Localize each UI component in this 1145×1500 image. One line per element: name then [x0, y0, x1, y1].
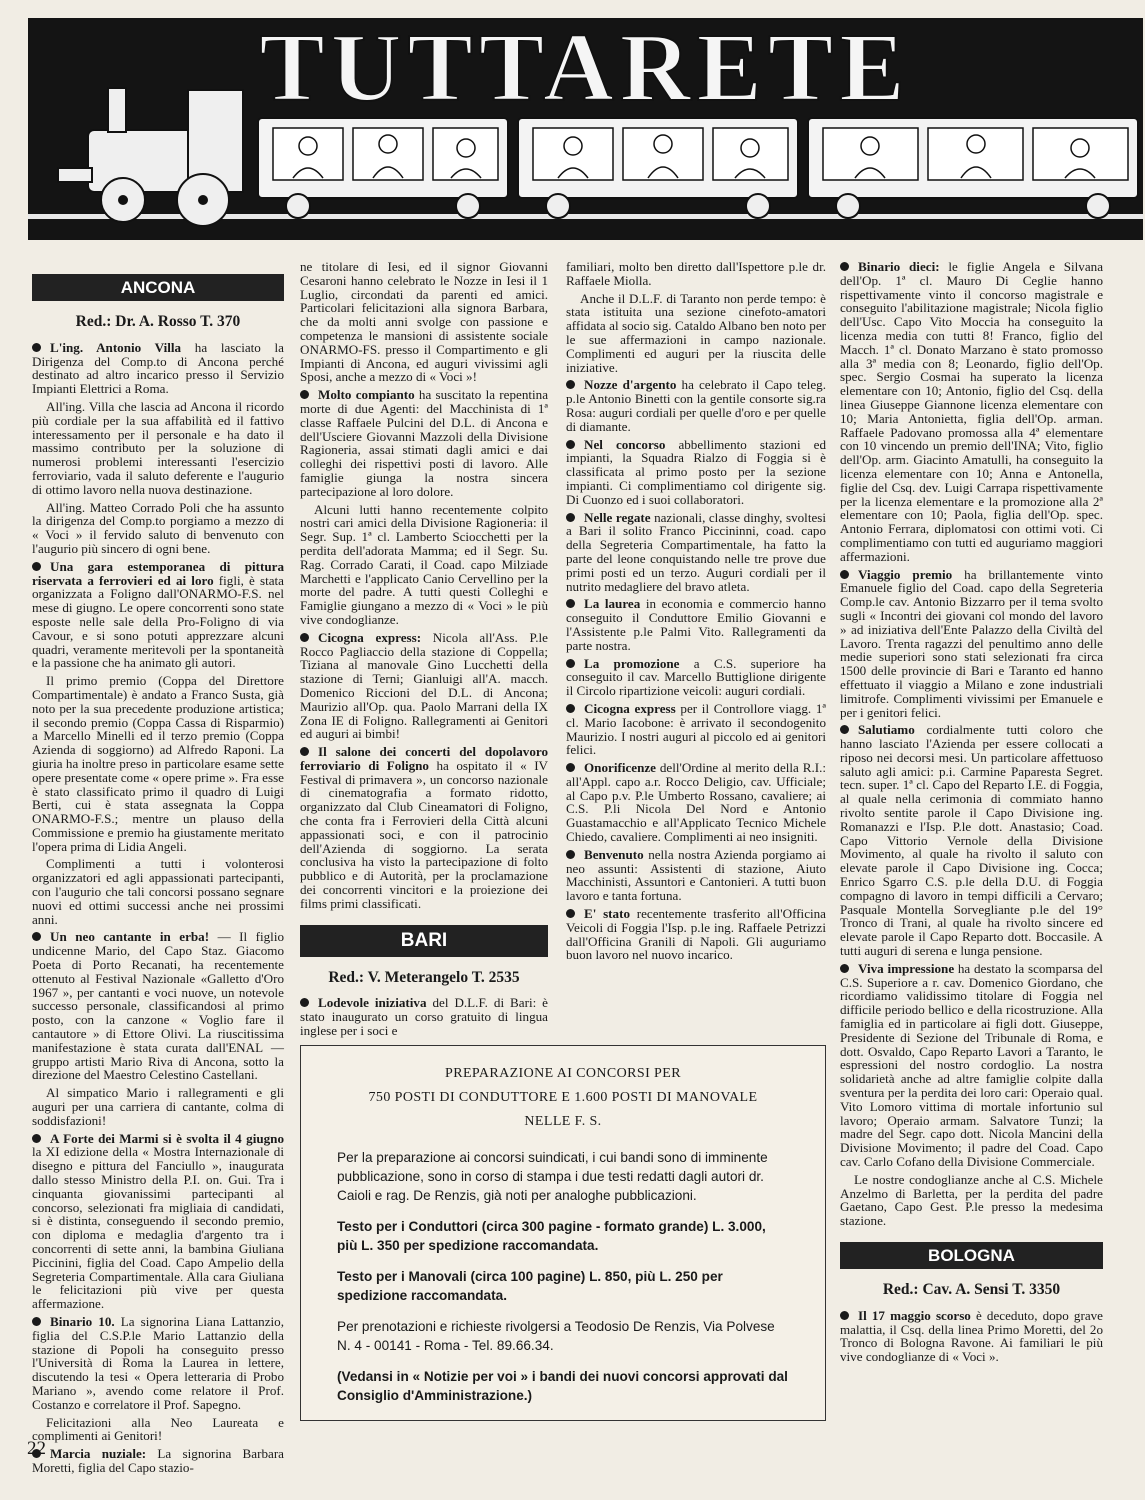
article-paragraph: Salutiamo cordialmente tutti coloro che hanno lasciato l'Azienda per essere collocati a riposo nei decorsi mesi. Un particolare affettuoso saluto agli amici: p.i. Carmine Paparesta Segret. tecn. super. 1ª cl. Capo del Reparto I.E. di Foggia, al quale nella cerimonia di commiato hanno rivolto sentite parole il Capo Divisione ing. Romanazzi e l'Isp. P.le dott. Anastasio; Coad. Capo Vittorio Vernole della Divisione Movimento, al quale ha rivolto il saluto con elevate parole il Capo Divisione ing. Cocca; Enrico Sgarro C.S. p.le della D.U. di Foggia compagno di lavoro in tempi difficili a Cervaro; Pasquale Montella Sorvegliante p.le del 19° Tronco di Trani, al quale ha rivolto sincere ed elevate parole il Capo Reparto dott. Boccasile. A tutti auguri di serena e lunga pensione. [840, 722, 1103, 959]
bullet-icon [840, 964, 849, 973]
article-paragraph: Il salone dei concerti del dopolavoro ferroviario di Foligno ha ospitato il « IV Festival di primavera », un concorso nazionale di cinematografia a formato ridotto, organizzato dal Club Cineamatori di Foligno, che conta fra i Ferrovieri della Città alcuni appassionati soci, e con il patrocinio dell'Azienda di soggiorno. La serata conclusiva ha visto la partecipazione di folto pubblico e di Autorità, per la proclamazione dei concorrenti vincitori e la proiezione dei films primi classificati. [300, 744, 549, 911]
bullet-icon [32, 932, 41, 941]
ad-paragraph: Testo per i Conduttori (circa 300 pagine - formato grande) L. 3.000, più L. 350 per spedizione raccomandata. [337, 1219, 766, 1253]
article-paragraph: All'ing. Matteo Corrado Poli che ha assunto la dirigenza del Comp.to porgiamo a mezzo di « Voci » il fervido saluto di benvenuto con l'augurio più sincero di ogni bene. [32, 499, 284, 556]
advertisement-box [300, 1045, 826, 1421]
article-paragraph: Le nostre condoglianze anche al C.S. Michele Anzelmo di Barletta, per la perdita del padre Gaetano, Capo Gest. P.le presso la medesima stazione. [840, 1171, 1103, 1229]
article-paragraph: Binario dieci: le figlie Angela e Silvana dell'Op. 1ª cl. Mauro Di Ceglie hanno rispettivamente vinto il concorso magistrale e conseguito l'abilitazione magistrale; Nicola figlio dell'Usc. Capo Vito Moccia ha conseguito la licenza media con tutti 8! Franco, figlio del Macch. 1ª cl. Donato Marzano è stato promosso alla 3ª media con 8; Leonardo, figlio dell'Op. spec. Sergio Cosmai ha superato la licenza elementare con 10; Antonio, figlio del Csq. della linea Giuseppe Giannone licenza elementare con 10; Maria Antonietta, figlia dell'Op. arman. Raffaele Padovano promossa alla 4ª elementare con 10 vincendo un premio dell'INA; Vito, figlio dell'Op. arm. Giacinto Amatulli, ha conseguito la licenza elementare con 10; Anna e Antonella, figlie del Csq. dev. Luigi Carrapa rispettivamente per la licenza elementare e la promozione alla 2ª elementare con 10; Paola, figlia dell'Op. spec. Antonio Ferrara, diplomatosi con ottimi voti. Ci complimentiamo con tutti ed auguriamo maggiori affermazioni. [840, 259, 1104, 564]
masthead-title: TUTTARETE [259, 18, 911, 122]
column-4 [840, 260, 1103, 1368]
bullet-icon [300, 998, 309, 1007]
article-paragraph: Lodevole iniziativa del D.L.F. di Bari: è stato inaugurato un corso gratuito di lingua inglese per i soci e [300, 995, 548, 1039]
article-paragraph: Marcia nuziale: La signorina Barbara Moretti, figlia del Capo stazio- [32, 1446, 284, 1475]
column-ancona [32, 260, 284, 1479]
article-paragraph: A Forte dei Marmi si è svolta il 4 giugno la XI edizione della « Mostra Internazionale di disegno e pittura del Fanciullo », inaugurata dallo stesso Ministro della P.I. on. Gui. Tra i cinquanta giovanissimi partecipanti al concorso, selezionati fra migliaia di candidati, si è distinta, conseguendo il secondo premio, con diploma e medaglia d'argento tra i concorrenti di sette anni, la bambina Giuliana Piccinini, figlia del Coad. Capo Ampelio della Segreteria Compartimentale. Alla cara Giuliana le felicitazioni più vive per questa affermazione. [32, 1130, 284, 1312]
article-paragraph: Anche il D.L.F. di Taranto non perde tempo: è stata istituita una sezione cinefoto-amatori affidata al socio sig. Cataldo Albano ben noto per le sue affermazioni in campo nazionale. Complimenti ed auguri per la riuscita delle iniziative. [566, 290, 826, 375]
article-paragraph: ne titolare di Iesi, ed il signor Giovanni Cesaroni hanno celebrato le Nozze in Iesi il 1 Luglio, circondati da parenti ed amici. Particolari felicitazioni alla signora Barbara, che da molti anni svolge con passione e competenza le mansioni di assistente sociale ONARMO-FS. presso il Compartimento e gli Impianti di Ancona, ed auguri vivissimi agli Sposi, anche a mezzo di « Voci »! [300, 259, 548, 385]
section-title-bari: BARI [300, 925, 548, 957]
bullet-icon [566, 659, 575, 668]
page-number: 22 [27, 1438, 46, 1459]
ad-paragraph: (Vedansi in « Notizie per voi » i bandi dei nuovi concorsi approvati dal Consiglio d'Amministrazione.) [337, 1369, 788, 1403]
section-title-ancona: ANCONA [32, 274, 284, 301]
article-paragraph: Alcuni lutti hanno recentemente colpito nostri cari amici della Divisione Ragioneria: il Segr. Sup. 1ª cl. Lamberto Sciocchetti per la perdita dell'adorata Mamma; ed il Segr. Su. Rag. Corrado Carati, il Coad. capo Milziade Marchetti e l'applicato Canio Cervellino per la morte del padre. A tutti questi Colleghi e Famiglie giungano a mezzo di « Voci » le più vive condoglianze. [300, 501, 548, 627]
bullet-icon [566, 704, 575, 713]
article-paragraph: Un neo cantante in erba! — Il figlio undicenne Mario, del Capo Staz. Giacomo Poeta di Porto Recanati, ha recentemente ottenuto al Festival Nazionale «Galletto d'Oro 1967 », per cantanti e voci nuove, un notevole successo personale, classificandosi al primo posto, con la canzone « Voglio fare il cantautore » di Ettore Olivi. La riuscitissima manifestazione è stata curata dall'ENAL — gruppo artisti Mario Riva di Ancona, sotto la direzione del Maestro Celestino Castellani. [32, 929, 285, 1083]
article-paragraph: Felicitazioni alla Neo Laureata e complimenti ai Genitori! [32, 1414, 284, 1444]
bullet-icon [300, 390, 309, 399]
bullet-icon [840, 262, 849, 271]
article-paragraph: L'ing. Antonio Villa ha lasciato la Dirigenza del Comp.to di Ancona perché destinato ad altro incarico presso il Servizio Impianti Elettrici a Roma. [32, 339, 284, 397]
editor-line: Red.: V. Meterangelo T. 2535 [328, 968, 520, 986]
bullet-icon [566, 513, 575, 522]
bullet-icon [840, 1311, 849, 1320]
bullet-icon [566, 380, 575, 389]
train-illustration [28, 18, 1143, 240]
article-paragraph: Nozze d'argento ha celebrato il Capo teleg. p.le Antonio Binetti con la gentile consorte sig.ra Rosa: auguri cordiali per quelle d'oro e per quelle di diamante. [566, 377, 826, 434]
article-paragraph: E' stato recentemente trasferito all'Officina Veicoli di Foggia l'Isp. p.le ing. Raffaele Petrizzi dall'Officina Granili di Napoli. Gli auguriamo buon lavoro nel nuovo incarico. [566, 906, 826, 963]
editor-line: Red.: Dr. A. Rosso T. 370 [75, 313, 241, 330]
article-paragraph: Molto compianto ha suscitato la repentina morte di due Agenti: del Macchinista di 1ª classe Raffaele Pulcini del D.L. di Ancona e dell'Usciere Giovanni Mazzoli della Divisione Ragioneria, assai stimati dagli amici e dai colleghi dei rispettivi posti di lavoro. Alle famiglie giunga la nostra sincera partecipazione al loro dolore. [300, 387, 549, 499]
article-paragraph: familiari, molto ben diretto dall'Ispettore p.le dr. Raffaele Miolla. [566, 259, 826, 288]
article-paragraph: Al simpatico Mario i rallegramenti e gli auguri per una carriera di cantante, colma di soddisfazioni! [32, 1085, 284, 1128]
column-3 [566, 260, 826, 966]
bullet-icon [840, 725, 849, 734]
editor-line: Red.: Cav. A. Sensi T. 3350 [882, 1280, 1061, 1298]
ad-paragraph: Per prenotazioni e richieste rivolgersi a Teodosio De Renzis, Via Polvese N. 4 - 00141 - Roma - Tel. 89.66.34. [337, 1319, 775, 1353]
article-paragraph: Onorificenze dell'Ordine al merito della R.I.: all'Appl. capo a.r. Rocco Deligio, cav. Ufficiale; al Capo p.v. P.le Umberto Rossano, cavaliere; ai C.S. P.li Nicola Del Nord e Antonio Guastamacchio e all'Applicato Tecnico Michele Chiedo, cavaliere. Complimenti ai neo insigniti. [566, 760, 826, 845]
bullet-icon [566, 599, 575, 608]
article-paragraph: Nel concorso abbellimento stazioni ed impianti, la Squadra Rialzo di Foggia si è classificata al primo posto per la sezione impianti. Ci complimentiamo col dirigente sig. Di Cuonzo ed i suoi collaboratori. [566, 436, 826, 507]
bullet-icon [840, 570, 849, 579]
article-paragraph: Complimenti a tutti i volonterosi organizzatori ed agli appassionati partecipanti, con l'augurio che tali concorsi possano segnare nuovi ed ottimi successi anche nei prossimi anni. [32, 856, 284, 927]
bullet-icon [32, 1317, 41, 1326]
bullet-icon [566, 909, 575, 918]
bullet-icon [566, 763, 575, 772]
masthead-banner [28, 18, 1143, 240]
bullet-icon [300, 633, 309, 642]
bullet-icon [566, 440, 575, 449]
article-paragraph: La laurea in economia e commercio hanno conseguito il Conduttore Emilio Giovanni e l'Assistente p.le Palmi Vito. Rallegramenti da parte nostra. [566, 596, 826, 653]
section-title-bologna: BOLOGNA [840, 1242, 1103, 1269]
article-paragraph: Il primo premio (Coppa del Direttore Compartimentale) è andato a Franco Susta, già noto per la sua precedente produzione artistica; il secondo premio (Coppa Cassa di Risparmio) a Marcello Minelli ed il terzo premio (Coppa Azienda di soggiorno) ad Alfredo Raponi. La giuria ha inoltre preso in particolare esame sette opere presentate come « opere prime ». Fra esse è stato classificato primo il quadro di Luigi Berti, cui è stata assegnata la Coppa ONARMO-F.S.; mentre un plauso della Commissione e premio ha giustamente meritato l'opera prima di Lidia Angeli. [32, 673, 284, 854]
article-paragraph: Una gara estemporanea di pittura riservata a ferrovieri ed ai loro figli, è stata organizzata a Foligno dall'ONARMO-F.S. nel mese di giugno. Le opere concorrenti sono state esposte nelle sale della Pro-Foligno di via Cavour, e si sono potuti apprezzare alcuni quadri, veramente meritevoli per la spontaneità e la passione che ha animato gli autori. [32, 558, 284, 671]
ad-paragraph: Testo per i Manovali (circa 100 pagine) L. 850, più L. 250 per spedizione raccomandata. [337, 1269, 723, 1303]
article-paragraph: Viaggio premio ha brillantemente vinto Emanuele figlio del Coad. capo della Segreteria Comp.le cav. Antonio Bizzarro per il tema svolto sugli « Incontri dei giovani col mondo del lavoro » ad iniziativa dell'Ente Palazzo della Civiltà del Lavoro. Trenta ragazzi del penultimo anno delle medie superiori sono stati selezionati fra circa 1500 delle provincie di Bari e Taranto ed hanno effettuato il viaggio a Milano e zone industriali limitrofe. Complimenti vivissimi per Emanuele e per i genitori felici. [840, 566, 1103, 720]
article-paragraph: All'ing. Villa che lascia ad Ancona il ricordo più cordiale per la sua affabilità ed il fattivo interessamento per il personale e ha dato il massimo contributo per la soluzione di numerosi problemi interessanti l'esercizio ferroviario, vada il saluto deferente e l'augurio di ottimo lavoro nella nuova destinazione. [32, 398, 284, 497]
bullet-icon [32, 562, 41, 571]
bullet-icon [32, 1134, 41, 1143]
bullet-icon [566, 850, 575, 859]
article-paragraph: Viva impressione ha destato la scomparsa del C.S. Superiore a r. cav. Domenico Giordano, che ricordiamo validissimo titolare di Foggia nel difficile periodo bellico e della ricostruzione. Alla famiglia ed in particolare ai figli dott. Giuseppe, Presidente di Sezione del Tribunale di Roma, e dott. Osvaldo, Capo Reparto Lavori a Taranto, le espressioni del nostro cordoglio. La nostra solidarietà anche ad altre famiglie colpite dalla sventura per la perdita dei loro cari: Operaio qual. Vito Lomoro vittima di mortale infortunio sul lavoro; Operaio armam. Salvatore Tunzi; la madre del Segr. capo dott. Nicola Mancini della Divisione Movimento; il padre del Coad. Capo cav. Carlo Cofano della Divisione Commerciale. [840, 960, 1103, 1169]
article-paragraph: La promozione a C.S. superiore ha conseguito il cav. Marcello Buttiglione dirigente il Circolo ripartizione veicoli: auguri cordiali. [566, 655, 826, 699]
article-paragraph: Binario 10. La signorina Liana Lattanzio, figlia del C.S.P.le Mario Lattanzio della stazione di Popoli ha conseguito presso l'Università di Roma la Laurea in lettere, discutendo la tesi « Opera letteraria di Probo Mariano », avendo come relatore il Prof. Costanzo e correlatore il Prof. Sapegno. [32, 1313, 284, 1412]
ad-title: PREPARAZIONE AI CONCORSI PER 750 POSTI DI CONDUTTORE E 1.600 POSTI DI MANOVALE NELLE F. S. [368, 1066, 758, 1129]
column-2 [300, 260, 548, 1042]
ad-paragraph: Per la preparazione ai concorsi suindicati, i cui bandi sono di imminente pubblicazione, sono in corso di stampa i due testi redatti dagli autori dr. Caioli e rag. De Renzis, già noti per analoghe pubblicazioni. [337, 1150, 768, 1203]
article-paragraph: Cicogna express per il Controllore viagg. 1ª cl. Mario Iacobone: è arrivato il secondogenito Maurizio. I nostri auguri al piccolo ed ai genitori felici. [566, 700, 826, 758]
bullet-icon [32, 343, 41, 352]
article-paragraph: Cicogna express: Nicola all'Ass. P.le Rocco Pagliaccio della stazione di Coppella; Tiziana al manovale Gino Lucchetti della stazione di Terni; Gianluigi all'A. macch. Domenico Riccioni del D.L. di Ancona; Maurizio all'Op. qua. Paolo Marrani della IX Zona IE di Foligno. Rallegramenti ai Genitori ed auguri ai bimbi! [300, 629, 548, 742]
article-paragraph: Benvenuto nella nostra Azienda porgiamo ai neo assunti: Assistenti di stazione, Aiuto Macchinisti, Assuntori e Cantonieri. A tutti buon lavoro e tanta fortuna. [566, 846, 826, 904]
article-paragraph: Nelle regate nazionali, classe dinghy, svoltesi a Bari il solito Franco Piccininni, coad. capo della Segreteria Compartimentale, ha fatto la parte del leone conquistando nelle tre prove due primi posti ed un terzo. Auguri cordiali per il nutrito medagliere del bravo atleta. [566, 509, 826, 594]
article-paragraph: Il 17 maggio scorso è deceduto, dopo grave malattia, il Csq. della linea Primo Moretti, del 2o Tronco di Bologna Ravone. Ai familiari le più vive condoglianze di « Voci ». [840, 1307, 1103, 1365]
bullet-icon [300, 747, 309, 756]
